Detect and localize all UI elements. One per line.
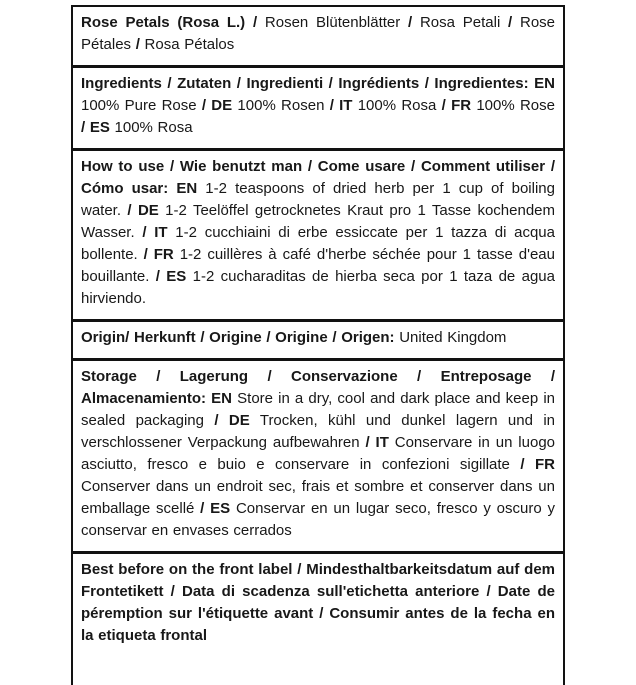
product-label xyxy=(71,5,565,685)
section-how-to-use: How to use / Wie benutzt man / Come usare / Comment utiliser / Cómo usar: EN 1-2 teaspoons of dried herb per 1 cup of boiling water. / DE 1-2 Teelöffel getrocknetes Kraut pro 1 Tasse kochendem Wasser. / IT 1-2 cucchiaini di erbe essiccate per 1 tazza di acqua bollente. / FR 1-2 cuillères à café d'herbe séchée pour 1 tasse d'eau bouillante. / ES 1-2 cucharaditas de hierba seca por 1 taza de agua hirviendo. xyxy=(73,148,563,319)
section-ingredients: Ingredients / Zutaten / Ingredienti / Ingrédients / Ingredientes: EN 100% Pure Rose / DE 100% Rosen / IT 100% Rosa / FR 100% Rose / ES 100% Rosa xyxy=(73,65,563,148)
section-product-title: Rose Petals (Rosa L.) / Rosen Blütenblätter / Rosa Petali / Rose Pétales / Rosa Pétalos xyxy=(81,14,556,53)
section-storage: Storage / Lagerung / Conservazione / Entreposage / Almacenamiento: EN Store in a dry, cool and dark place and keep in sealed packaging / DE Trocken, kühl und dunkel lagern und in verschlossener Verpackung aufbewahren / IT Conservare in un luogo asciutto, fresco e buio e conservare in confezioni sigillate / FR Conserver dans un endroit sec, frais et sombre et conserver dans un emballage scellé / ES Conservar en un lugar seco, fresco y oscuro y conservar en envases cerrados xyxy=(73,358,563,551)
section-best-before: Best before on the front label / Mindesthaltbarkeitsdatum auf dem Frontetikett / Data di scadenza sull'etichetta anteriore / Date de péremption sur l'étiquette avant / Consumir antes de la fecha en la etiqueta frontal xyxy=(73,551,563,656)
section-origin: Origin/ Herkunft / Origine / Origine / Origen: United Kingdom xyxy=(73,319,563,358)
